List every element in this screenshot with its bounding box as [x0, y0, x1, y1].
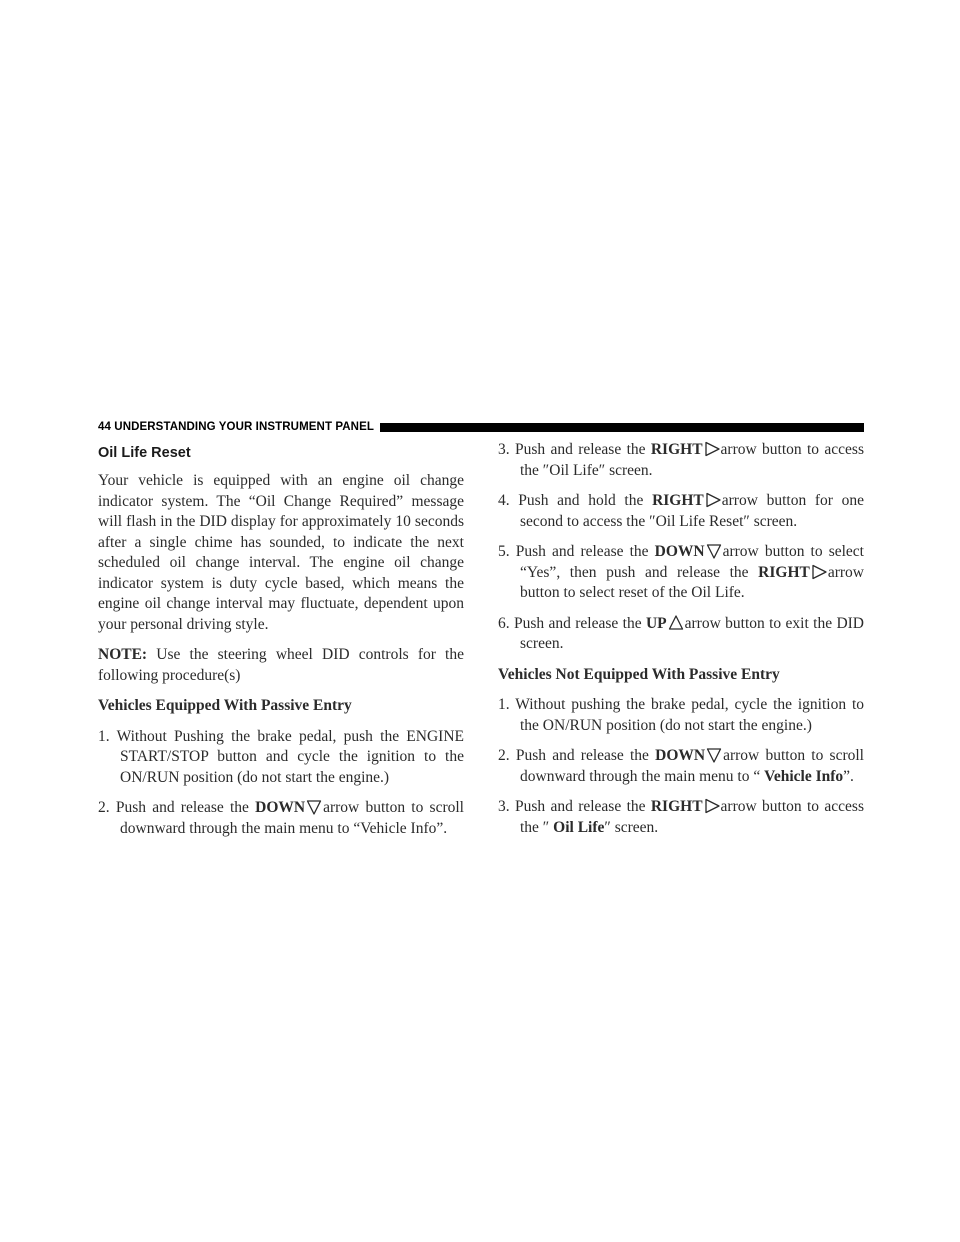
- step-text: arrow button to scroll downward through the main menu to “Vehicle Info”.: [120, 799, 464, 837]
- step-text: 1. Without pushing the brake pedal, cycle the ignition to the ON/RUN position (do not start the engine.): [498, 696, 864, 734]
- screen-name: Oil Life: [553, 818, 605, 836]
- non-passive-entry-heading: Vehicles Not Equipped With Passive Entry: [498, 665, 780, 683]
- passive-step-2: [98, 798, 464, 839]
- passive-step-6: [498, 614, 864, 655]
- step-text: 4. Push and hold the: [498, 492, 653, 509]
- button-name: RIGHT: [758, 563, 810, 581]
- right-triangle-outline-icon: [704, 441, 720, 457]
- step-text: arrow button for one second to access the ″Oil Life Reset″ screen.: [520, 492, 865, 530]
- step-text: arrow button to select “Yes”, then push and release the: [520, 543, 864, 581]
- passive-step-3: [498, 440, 864, 481]
- step-text: arrow button to select reset of the Oil Life.: [520, 563, 864, 601]
- note-text: Use the steering wheel DID controls for the following procedure(s): [98, 646, 464, 684]
- right-triangle-outline-icon: [705, 492, 721, 508]
- down-triangle-outline-icon: [306, 799, 322, 815]
- button-name: UP: [645, 614, 667, 632]
- button-name: DOWN: [654, 543, 705, 560]
- step-text: 3. Push and release the: [498, 798, 651, 815]
- button-name: RIGHT: [650, 441, 703, 458]
- step-text: arrow button to access the ″Oil Life″ screen.: [520, 441, 864, 479]
- step-text: arrow button to scroll downward through the main menu to “: [520, 747, 864, 785]
- step-text: 6. Push and release the: [498, 614, 646, 632]
- section-title: Oil Life Reset: [98, 445, 191, 461]
- button-name: RIGHT: [650, 798, 703, 815]
- nonpassive-step-1: [498, 695, 864, 736]
- up-triangle-outline-icon: [668, 615, 684, 631]
- step-text: arrow button to access the ″: [520, 798, 864, 836]
- menu-item-name: Vehicle Info: [764, 767, 844, 785]
- step-text: ″ screen.: [604, 818, 659, 836]
- step-text: 5. Push and release the: [498, 543, 655, 560]
- passive-entry-heading: Vehicles Equipped With Passive Entry: [98, 697, 352, 714]
- button-name: DOWN: [255, 799, 306, 816]
- page-header-text: 44 UNDERSTANDING YOUR INSTRUMENT PANEL: [98, 421, 374, 433]
- step-text: ”.: [843, 767, 854, 785]
- step-text: arrow button to exit the DID screen.: [520, 614, 864, 652]
- down-triangle-outline-icon: [706, 747, 722, 763]
- passive-step-4: [498, 491, 864, 532]
- nonpassive-step-3: [498, 797, 864, 838]
- left-column: [98, 440, 464, 849]
- passive-step-1: [98, 727, 464, 789]
- passive-step-5: [498, 542, 864, 604]
- step-text: 2. Push and release the: [98, 799, 256, 816]
- down-triangle-outline-icon: [706, 543, 722, 559]
- intro-paragraph: Your vehicle is equipped with an engine oil change indicator system. The “Oil Change Required” message will flash in the DID display for approximately 10 seconds after a single chime has sounded, to indicate the next scheduled oil change interval. The engine oil change indicator system is duty cycle based, which means the engine oil change interval may fluctuate, dependent upon your personal driving style.: [98, 472, 464, 633]
- right-column: [498, 440, 864, 848]
- right-triangle-outline-icon: [811, 564, 827, 580]
- header-rule: [380, 423, 864, 432]
- right-triangle-outline-icon: [704, 798, 720, 814]
- step-text: 3. Push and release the: [498, 441, 651, 458]
- note-label: NOTE:: [98, 646, 148, 663]
- button-name: DOWN: [655, 747, 706, 764]
- nonpassive-step-2: [498, 746, 864, 787]
- note-paragraph: [98, 645, 464, 686]
- step-text: 2. Push and release the: [498, 747, 656, 764]
- page-header: [98, 418, 864, 436]
- button-name: RIGHT: [652, 492, 704, 509]
- step-text: 1. Without Pushing the brake pedal, push the ENGINE START/STOP button and cycle the ignition to the ON/RUN position (do not start the engine.): [98, 727, 464, 786]
